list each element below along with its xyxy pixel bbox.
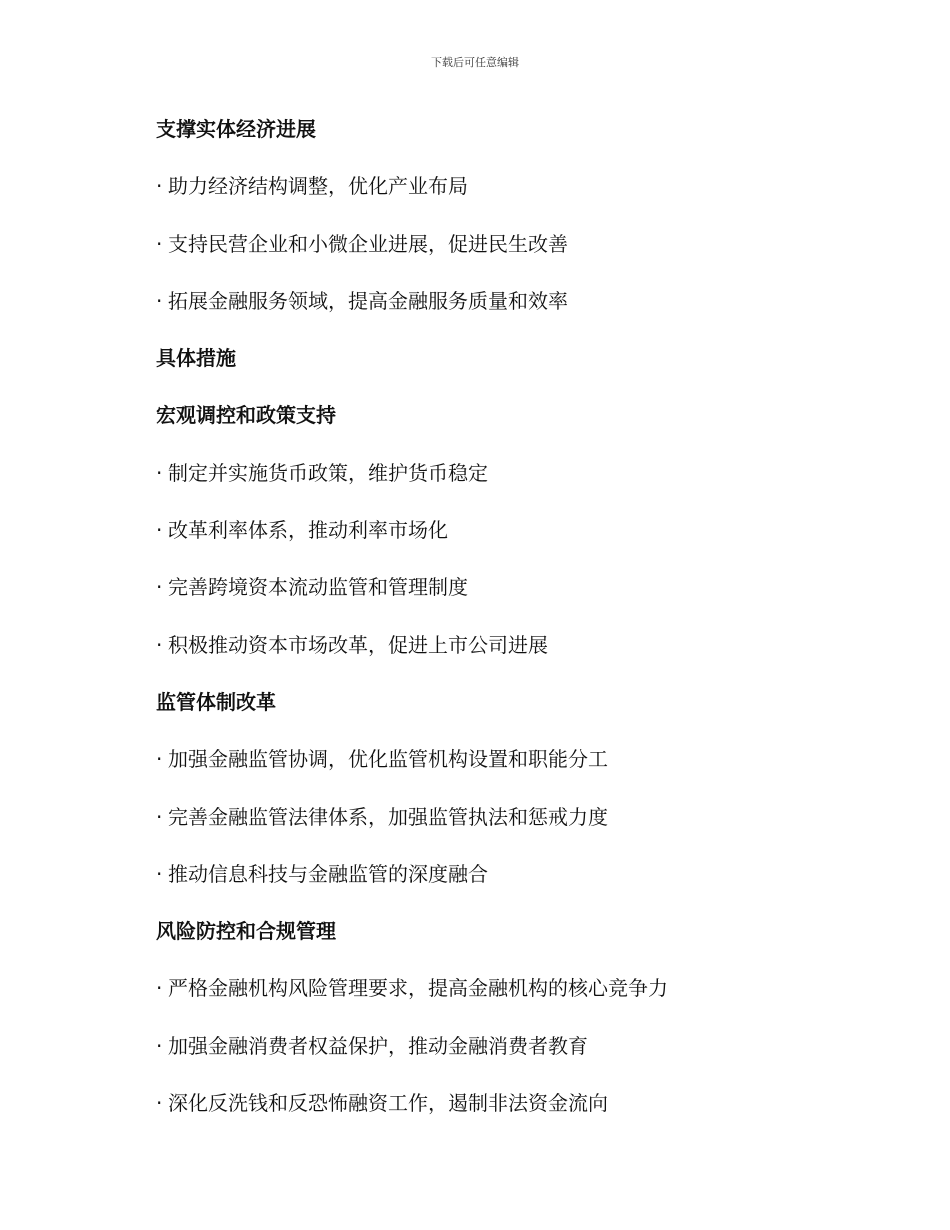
bullet-item [156,966,856,1023]
bullet-item [156,451,856,508]
bullet-dot: · [156,460,163,485]
bullet-dot: · [156,861,163,886]
bullet-dot: · [156,174,163,199]
bullet-text: 加强金融消费者权益保护，推动金融消费者教育 [168,1033,588,1058]
bullet-text: 完善跨境资本流动监管和管理制度 [168,575,468,600]
bullet-item [156,737,856,794]
bullet-item [156,508,856,565]
bullet-text: 完善金融监管法律体系，加强监管执法和惩戒力度 [168,804,608,829]
subsection-heading: 监管体制改革 [156,689,276,714]
bullet-item [156,1081,856,1138]
header-note: 下载后可任意编辑 [431,56,519,69]
bullet-item [156,222,856,279]
bullet-item [156,795,856,852]
bullet-dot: · [156,575,163,600]
bullet-text: 积极推动资本市场改革，促进上市公司进展 [168,632,548,657]
bullet-item [156,623,856,680]
bullet-item [156,852,856,909]
bullet-text: 改革利率体系，推动利率市场化 [168,518,448,543]
bullet-dot: · [156,804,163,829]
bullet-item [156,565,856,622]
bullet-item [156,279,856,336]
bullet-text: 支持民营企业和小微企业进展，促进民生改善 [168,231,568,256]
subsection-heading: 宏观调控和政策支持 [156,403,336,428]
document-body [156,107,856,1138]
bullet-dot: · [156,747,163,772]
bullet-text: 拓展金融服务领域，提高金融服务质量和效率 [168,288,568,313]
bullet-text: 深化反洗钱和反恐怖融资工作，遏制非法资金流向 [168,1091,608,1116]
bullet-text: 制定并实施货币政策，维护货币稳定 [168,460,488,485]
bullet-dot: · [156,976,163,1001]
subsection-heading: 风险防控和合规管理 [156,919,336,944]
bullet-text: 加强金融监管协调，优化监管机构设置和职能分工 [168,747,608,772]
bullet-item [156,1024,856,1081]
bullet-dot: · [156,1091,163,1116]
bullet-text: 严格金融机构风险管理要求，提高金融机构的核心竞争力 [168,976,668,1001]
bullet-dot: · [156,518,163,543]
bullet-item [156,164,856,221]
bullet-dot: · [156,1033,163,1058]
bullet-dot: · [156,632,163,657]
section-heading: 具体措施 [156,346,236,371]
bullet-dot: · [156,288,163,313]
section-heading: 支撑实体经济进展 [156,117,316,141]
bullet-dot: · [156,231,163,256]
bullet-text: 推动信息科技与金融监管的深度融合 [168,861,488,886]
bullet-text: 助力经济结构调整，优化产业布局 [168,174,468,199]
